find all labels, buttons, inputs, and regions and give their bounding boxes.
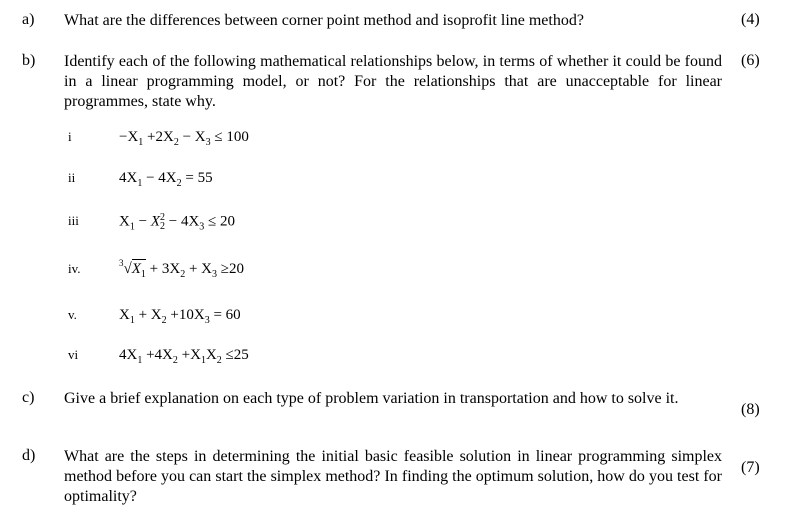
cube-root: $^3√X_1$ bbox=[119, 258, 146, 280]
question-text: What are the steps in determining the initial basic feasible solution in linear programming simplex method before you can start the simplex method? In finding the optimum solution, how do you test for optimality? bbox=[64, 448, 722, 505]
math-expression: $-X_1 +2X_2 - X_3 \le 100$ bbox=[119, 129, 249, 148]
math-expression: $X_1 + X_2 +10X_3 = 60$ bbox=[119, 307, 241, 326]
math-expression: $4X_1 - 4X_2 = 55$ bbox=[119, 170, 213, 189]
roman-numeral: vi bbox=[68, 347, 79, 362]
math-expression: $X_1 - X$ 2 2 − $4X_3 \le 20$ bbox=[119, 212, 236, 233]
roman-numeral: ii bbox=[68, 170, 76, 185]
question-letter: a) bbox=[22, 11, 35, 28]
math-expression: $^3√X_1 + 3X_2 + X_3 \ge 20$ bbox=[119, 258, 244, 280]
question-marks: (7) bbox=[741, 459, 760, 476]
question-letter: d) bbox=[22, 447, 36, 464]
question-letter: c) bbox=[22, 389, 35, 406]
roman-numeral: v. bbox=[68, 307, 77, 322]
question-marks: (8) bbox=[741, 401, 760, 418]
roman-numeral: i bbox=[68, 129, 72, 144]
roman-numeral: iii bbox=[68, 213, 79, 228]
question-marks: (4) bbox=[741, 11, 760, 28]
question-text: What are the differences between corner point method and isoprofit line method? bbox=[64, 12, 584, 29]
question-text: Identify each of the following mathematical relationships below, in terms of whether it could be found in a linear programming model, or not? For the relationships that are unacceptable for linear programmes, state why. bbox=[64, 53, 722, 110]
roman-numeral: iv. bbox=[68, 261, 81, 276]
question-text: Give a brief explanation on each type of problem variation in transportation and how to solve it. bbox=[64, 390, 679, 407]
question-letter: b) bbox=[22, 52, 36, 69]
math-expression: $4X_1 +4X_2 +X_1X_2 \le 25$ bbox=[119, 347, 249, 366]
question-marks: (6) bbox=[741, 52, 760, 69]
